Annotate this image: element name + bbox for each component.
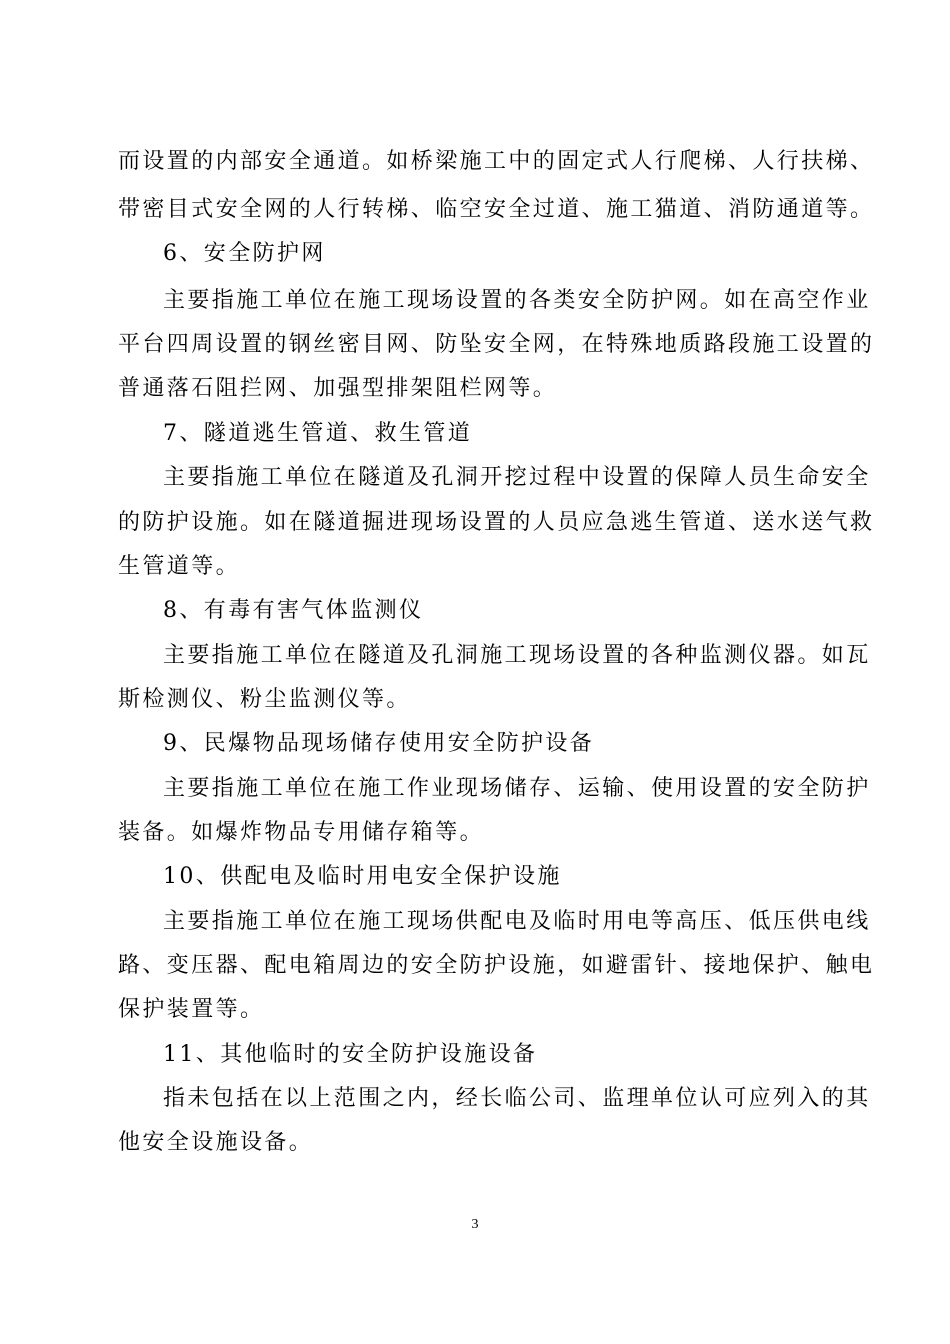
body-text-line: 的防护设施。如在隧道掘进现场设置的人员应急逃生管道、送水送气救 [118, 510, 875, 535]
body-text-line: 主要指施工单位在施工现场设置的各类安全防护网。如在高空作业 [163, 288, 871, 313]
section-heading-7: 7、隧道逃生管道、救生管道 [163, 421, 473, 446]
body-text-line: 主要指施工单位在隧道及孔洞施工现场设置的各种监测仪器。如瓦 [163, 643, 871, 668]
section-heading-9: 9、民爆物品现场储存使用安全防护设备 [163, 731, 595, 756]
body-text-line: 保护装置等。 [118, 997, 265, 1022]
section-heading-6: 6、安全防护网 [163, 241, 326, 266]
body-text-line: 路、变压器、配电箱周边的安全防护设施，如避雷针、接地保护、触电 [118, 953, 875, 978]
section-heading-8: 8、有毒有害气体监测仪 [163, 598, 424, 623]
body-text-line: 主要指施工单位在隧道及孔洞开挖过程中设置的保障人员生命安全 [163, 465, 871, 490]
body-text-line: 主要指施工单位在施工作业现场储存、运输、使用设置的安全防护 [163, 776, 871, 801]
section-heading-11: 11、其他临时的安全防护设施设备 [163, 1042, 538, 1067]
body-text-line: 主要指施工单位在施工现场供配电及临时用电等高压、低压供电线 [163, 909, 871, 934]
body-text-line: 斯检测仪、粉尘监测仪等。 [118, 687, 411, 712]
body-text-line: 而设置的内部安全通道。如桥梁施工中的固定式人行爬梯、人行扶梯、 [118, 149, 875, 174]
body-text-line: 生管道等。 [118, 554, 241, 579]
body-text-line: 他安全设施设备。 [118, 1130, 314, 1155]
page-number: 3 [471, 1217, 479, 1232]
section-heading-10: 10、供配电及临时用电安全保护设施 [163, 864, 562, 889]
body-text-line: 普通落石阻拦网、加强型排架阻栏网等。 [118, 376, 558, 401]
body-text-line: 带密目式安全网的人行转梯、临空安全过道、施工猫道、消防通道等。 [118, 197, 875, 222]
body-text-line: 装备。如爆炸物品专用储存箱等。 [118, 820, 485, 845]
body-text-line: 平台四周设置的钢丝密目网、防坠安全网，在特殊地质路段施工设置的 [118, 332, 875, 357]
body-text-line: 指未包括在以上范围之内，经长临公司、监理单位认可应列入的其 [163, 1086, 871, 1111]
